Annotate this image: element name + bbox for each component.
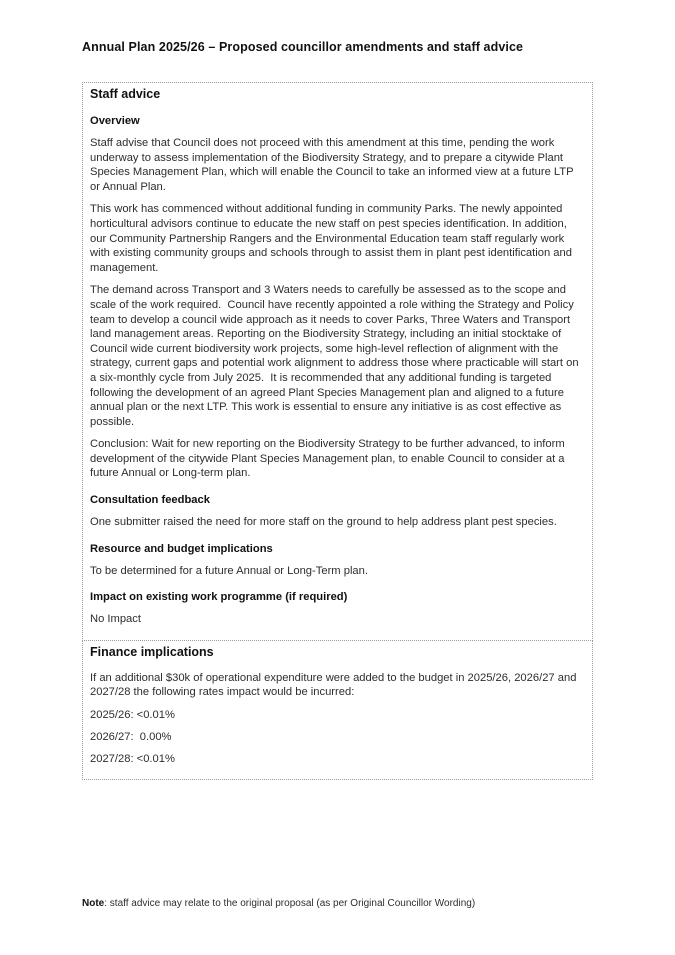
overview-paragraph: Conclusion: Wait for new reporting on the Biodiversity Strategy to be further advanced, to inform development of the citywide Plant Species Management plan, to enable Council to consider at a future Annual or Long-term plan.	[90, 438, 568, 480]
staff-advice-heading: Staff advice	[90, 87, 161, 101]
finance-implications-intro: If an additional $30k of operational expenditure were added to the budget in 2025/26, 2026/27 and 2027/28 the following rates impact would be incurred:	[90, 671, 580, 699]
resource-budget-text: To be determined for a future Annual or Long-Term plan.	[90, 564, 368, 577]
finance-implications-heading: Finance implications	[90, 644, 214, 659]
overview-paragraph: Staff advise that Council does not proceed with this amendment at this time, pending the work underway to assess implementation of the Biodiversity Strategy, and to prepare a citywide Plant Species Management Plan, which will enable the Council to take an informed view at a future LTP or Annual Plan.	[90, 137, 577, 193]
overview-paragraph: The demand across Transport and 3 Waters needs to carefully be assessed as to the scope and scale of the work required. Council have recently appointed a role withing the Strategy and Policy team to develop a council wide approach as it needs to cover Parks, Three Waters and Transport land management areas. Reporting on the Biodiversity Strategy, including an initial stocktake of Council wide current biodiversity work projects, some high-level reflection of alignment with the strategy, current gaps and potential work alignment to address those where practicable will start on a six-monthly cycle from July 2025. It is recommended that any additional funding is targeted following the development of an agreed Plant Species Management plan and aligned to a future annual plan or the next LTP. This work is essential to ensure any initiative is as cost effective as possible.	[90, 284, 582, 428]
consultation-feedback-heading: Consultation feedback	[90, 494, 210, 507]
rates-impact-line: 2026/27: 0.00%	[90, 731, 172, 744]
consultation-feedback-text: One submitter raised the need for more staff on the ground to help address plant pest species.	[90, 516, 557, 529]
rates-impact-line: 2025/26: <0.01%	[90, 709, 175, 722]
footer-note-text: : staff advice may relate to the original proposal (as per Original Councillor Wording)	[104, 898, 476, 909]
impact-work-programme-heading: Impact on existing work programme (if required)	[90, 591, 348, 604]
document-title: Annual Plan 2025/26 – Proposed councillor amendments and staff advice	[82, 40, 524, 54]
footer-note-label: Note	[82, 898, 105, 909]
staff-advice-box	[82, 82, 593, 641]
resource-budget-heading: Resource and budget implications	[90, 542, 273, 555]
overview-heading: Overview	[90, 115, 140, 127]
finance-implications-box	[82, 640, 593, 780]
overview-paragraph: This work has commenced without additional funding in community Parks. The newly appointed horticultural advisors continue to educate the new staff on pest species identification. In addition, our Community Partnership Rangers and the Environmental Education team staff regularly work with existing community groups and schools through to assist them in plant pest identification and management.	[90, 203, 576, 274]
impact-work-programme-text: No Impact	[90, 613, 141, 626]
document-content	[82, 82, 593, 780]
footer-note	[82, 897, 602, 910]
rates-impact-line: 2027/28: <0.01%	[90, 753, 175, 766]
